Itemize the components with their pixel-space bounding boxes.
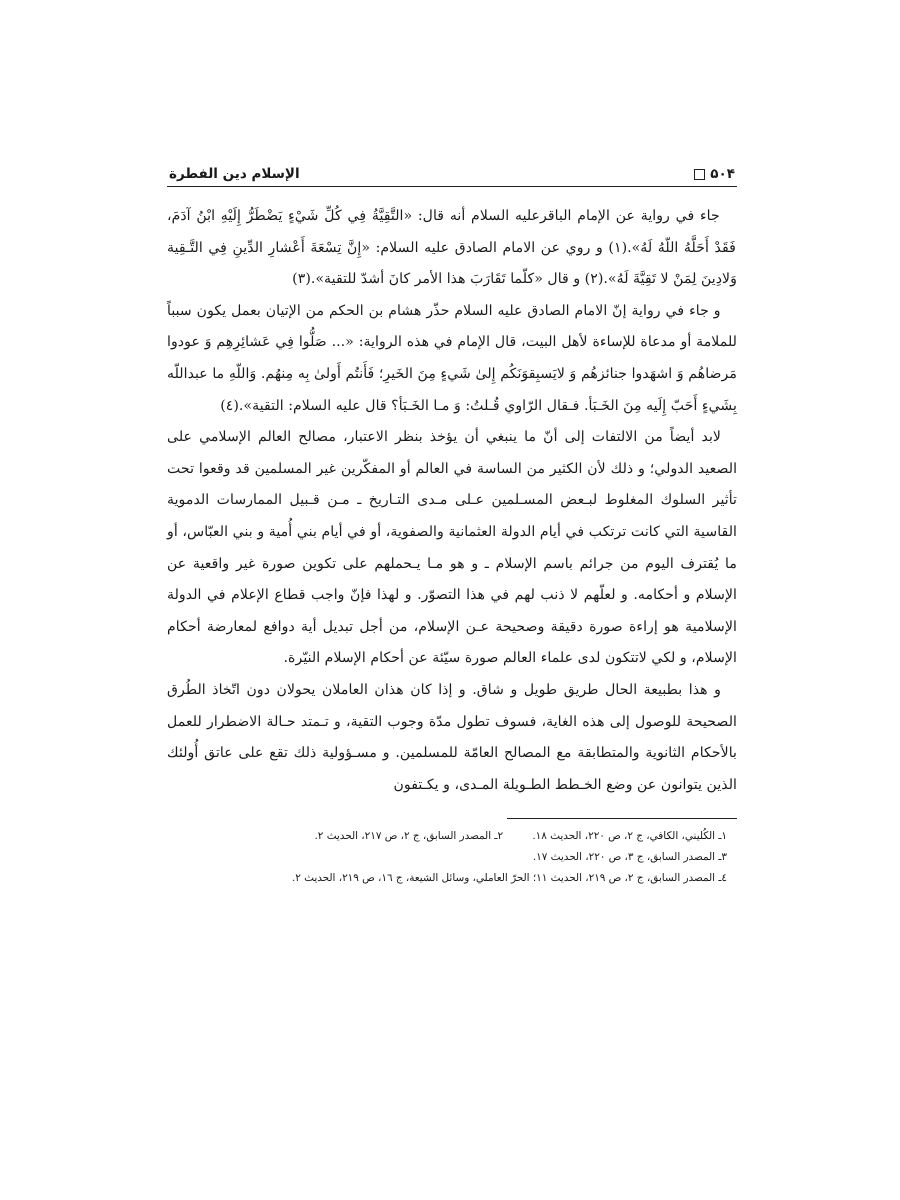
page-number-block [694,166,735,182]
text-line: أيام بني أُمية و بني العبّاس، أو ما يُقترف اليوم من جرائم باسم الإسلام ـ و هو مـا يـحملهم [167,523,737,572]
book-page [167,166,737,889]
paragraph-1 [167,201,737,296]
text-line: الطُرق الصحيحة للوصول إلى هذه الغاية، فسوف تطول مدّة وجوب التقية، و تـمتد حـالة [167,681,737,730]
text-line: الإسلام، من أجل تبديل أية دوافع لمعارضة أحكام الإسلام، و لكي لاتتكون لدى علماء [167,618,737,667]
footnote-line [167,868,737,889]
text-line: الممارسات الدموية القاسية التي كانت ترتكب في أيام الدولة العثمانية والصفوية، أو في [167,492,737,540]
footnote-line [167,826,737,847]
footnotes [167,826,737,889]
paragraph-3 [167,422,737,675]
text-line: العالم صورة سيّئة عن أحكام الإسلام النيّرة. [283,650,537,667]
text-line: و هذا بطبيعة الحال طريق طويل و شاق. و إذا كان هذان العاملان يحولان دون اتّخاذ [205,681,721,698]
text-line: للملامة أو مدعاة للإساءة لأهل البيت، قال الإمام في هذه الرواية: «... صَلُّوا فِي عَشائِرِهِم [211,334,737,351]
text-line: و لهذا فإنّ واجب قطاع الإعلام في الدولة الإسلامية هو إراءة صورة دقيقة وصحيحة عـن [167,587,737,635]
text-line: على الصعيد الدولي؛ و ذلك لأن الكثير من الساسة في العالم أو المفكّرين غير المسلمين قد [167,429,738,477]
footnote-line [167,847,737,868]
footnote-2: ٢ـ المصدر السابق، ج ٢، ص ٢١٧، الحديث ٢. [314,830,504,843]
footnote-1: ١ـ الكُليني، الكافي، ج ٢، ص ٢٢٠، الحديث ١٨. [529,830,727,843]
footnote-4: ٤ـ المصدر السابق، ج ٢، ص ٢١٩، الحديث ١١؛ الحرّ العاملي، وسائل الشيعة، ج ١٦، ص ٢١٩، الحديث ٢. [291,872,727,885]
footnote-3: ٣ـ المصدر السابق، ج ٣، ص ٢٢٠، الحديث ١٧. [532,851,727,864]
book-title: الإسلام دين الفطرة [169,166,300,182]
text-line: ذلك تقع على عاتق أُولئك الذين يتوانون عن وضع الخـطط الطـويلة المـدى، و يكـتفون [167,745,737,793]
text-line: قال عليه السلام: التقية».(٤) [220,397,387,414]
paragraph-2 [167,296,737,422]
text-line: مِنهُم. وَاللّهِ ما عبداللّه بِشَيءٍ أَحَبّ إِلَيه مِنَ الخَـبَأ. فـقال الرّاوي قُـلتُ: وَ مـا الخَـبَأ؟ [167,365,737,414]
text-line: لابد أيضاً من الالتفات إلى أنّ ما ينبغي أن يؤخذ بنظر الاعتبار، مصالح العالم الإسلامي [192,429,721,446]
footnote-divider [507,818,737,819]
text-line: و جاء في رواية إنّ الامام الصادق عليه السلام حذّر هشام بن الحكم من الإتيان بعمل يكون سبباً [167,302,721,319]
text-line: وَلادِينَ لِمَنْ لا تَقِيَّةَ لَهُ».(٢) و قال «كلّما تَقَارَبَ هذا الأمر كانَ أشدّ للتقية».(٣) [292,271,737,288]
text-line: وقعوا تحت تأثير السلوك المغلوط لبـعض المسـلمين عـلى مـدى التـاريخ ـ مـن قـبيل [167,460,737,509]
square-bullet-icon [694,169,705,180]
text-line: فَقَدْ أَحَلَّهُ اللّهُ لَهُ».(١) و روي عن الامام الصادق عليه السلام: «إِنَّ تِسْعَةَ أَعْشارِ الدِّينِ فِي التَّـقِية [167,239,736,256]
text-line: وَ عودوا مَرضاهُم وَ اشهَدوا جنائزهُم وَ لايَسبِقوَنَكُم إِلىٰ شَيءٍ مِنَ الخَيرِ؛ فَأَنتُم أَولىٰ بِه [167,334,737,382]
running-header [167,166,737,187]
paragraph-4 [167,675,737,801]
text-line: على تكوين صورة غير واقعية عن الإسلام و أحكامه. و لعلّهم لا ذنب لهم في هذا التصوّر. [167,555,737,604]
text-line: الاضطرار للعمل بالأحكام الثانوية والمتطابقة مع المصالح العامّة للمسلمين. و مسـؤولية [167,713,737,762]
text-line: جاء في رواية عن الإمام الباقرعليه السلام أنه قال: «التَّقِيَّةُ فِي كُلِّ شَيْءٍ يَضْطَرُّ إِلَيْهِ ابْنُ آدَمَ، [167,208,720,224]
page-body [167,201,737,801]
page-number: ۵۰۴ [710,166,735,182]
